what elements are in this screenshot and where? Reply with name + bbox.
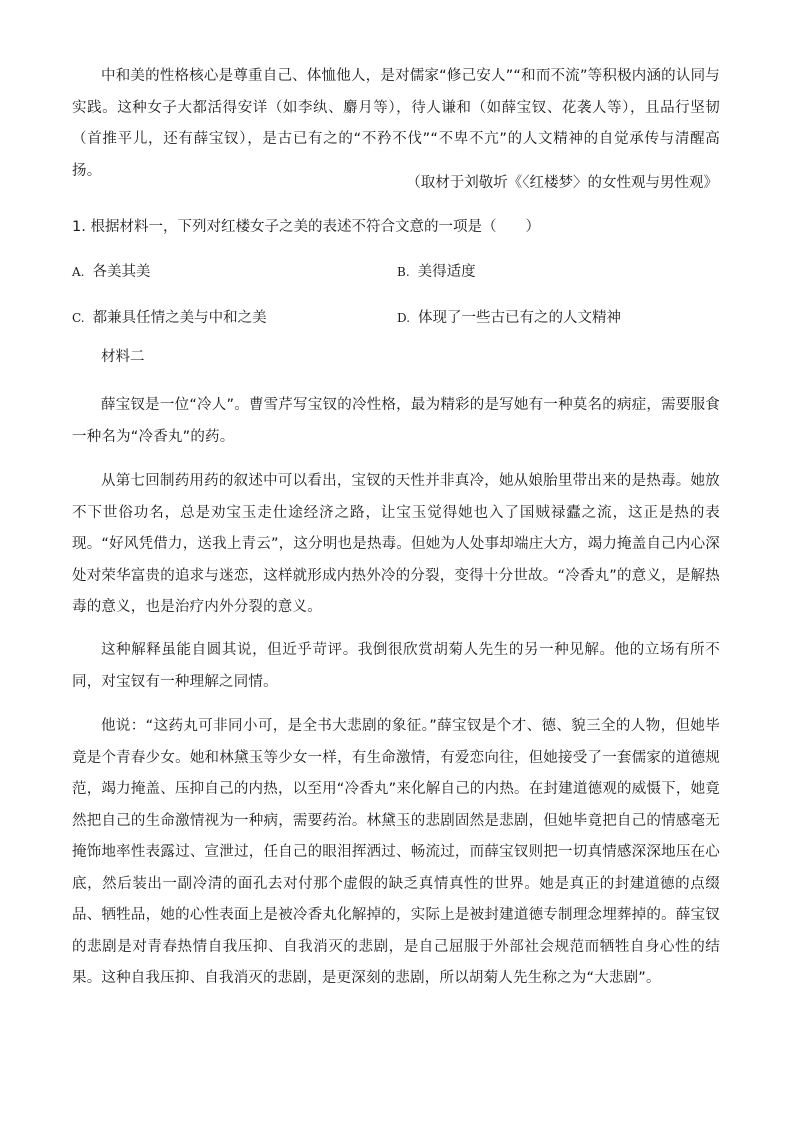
material2-paragraph-4: 他说：“这药丸可非同小可，是全书大悲剧的象征。”薛宝钗是个才、德、貌三全的人物，但她毕竟是个青春少女。她和林黛玉等少女一样，有生命激情，有爱恋向往，但她接受了一套儒家的道德规范，竭力掩盖、压抑自己的内热，以至用“冷香丸”来化解自己的内热。在封建道德观的威慑下，她竟然把自己的生命激情视为一种病，需要药治。林黛玉的悲剧固然是悲剧，但她毕竟把自己的情感毫无掩饰地率性表露过、宣泄过，任自己的眼泪挥洒过、畅流过，而薛宝钗则把一切真情感深深地压在心底，然后装出一副冷清的面孔去对付那个虚假的缺乏真情真性的世界。她是真正的封建道德的点缀品、牺牲品，她的心性表面上是被冷香丸化解掉的，实际上是被封建道德专制理念埋葬掉的。薛宝钗的悲剧是对青春热情自我压抑、自我消灭的悲剧，是自己屈服于外部社会规范而牺牲自身心性的结果。这种自我压抑、自我消灭的悲剧，是更深刻的悲剧，所以胡菊人先生称之为“大悲剧”。 [72,718,720,986]
option-a-letter: A. [72,265,85,279]
option-c-text: 都兼具任情之美与中和之美 [92,310,267,326]
source-citation: （取材于刘敬圻《〈红楼梦〉的女性观与男性观》 [406,175,718,191]
option-b-letter: B. [397,265,410,279]
option-c [72,306,267,330]
material2-paragraph-3: 这种解释虽能自圆其说，但近乎苛评。我倒很欣赏胡菊人先生的另一种见解。他的立场有所不同，对宝钗有一种理解之同情。 [72,642,720,690]
material2-paragraph-2: 从第七回制药用药的叙述中可以看出，宝钗的天性并非真冷，她从娘胎里带出来的是热毒。她放不下世俗功名，总是劝宝玉走仕途经济之路，让宝玉觉得她也入了国贼禄蠹之流，这正是热的表现。“好风凭借力，送我上青云”，这分明也是热毒。但她为人处事却端庄大方，竭力掩盖自己内心深处对荣华富贵的追求与迷恋，这样就形成内热外冷的分裂，变得十分世故。“冷香丸”的意义，是解热毒的意义，也是治疗内外分裂的意义。 [72,473,720,615]
question-stem [72,215,540,239]
question-text: 根据材料一，下列对红楼女子之美的表述不符合文意的一项是（ ） [90,219,540,235]
question-number: 1. [72,219,86,235]
option-b [397,260,476,284]
option-d-letter: D. [397,311,411,325]
option-d [397,306,621,330]
option-d-text: 体现了一些古已有之的人文精神 [418,310,622,326]
material2-heading: 材料二 [101,349,145,365]
option-a [72,260,150,284]
option-c-letter: C. [72,311,85,325]
material2-paragraph-1: 薛宝钗是一位“冷人”。曹雪芹写宝钗的冷性格，最为精彩的是写她有一种莫名的病症，需要服食一种名为“冷香丸”的药。 [72,397,720,445]
option-b-text: 美得适度 [417,264,476,280]
material1-closing-paragraph: 中和美的性格核心是尊重自己、体恤他人，是对儒家“修己安人”“和而不流”等积极内涵的认同与实践。这种女子大都活得安详（如李纨、麝月等），待人谦和（如薛宝钗、花袭人等），且品行坚韧（首推平儿，还有薛宝钗），是古已有之的“不矜不伐”“不卑不亢”的人文精神的自觉承传与清醒高扬。 [72,68,720,179]
option-a-text: 各美其美 [92,264,151,280]
